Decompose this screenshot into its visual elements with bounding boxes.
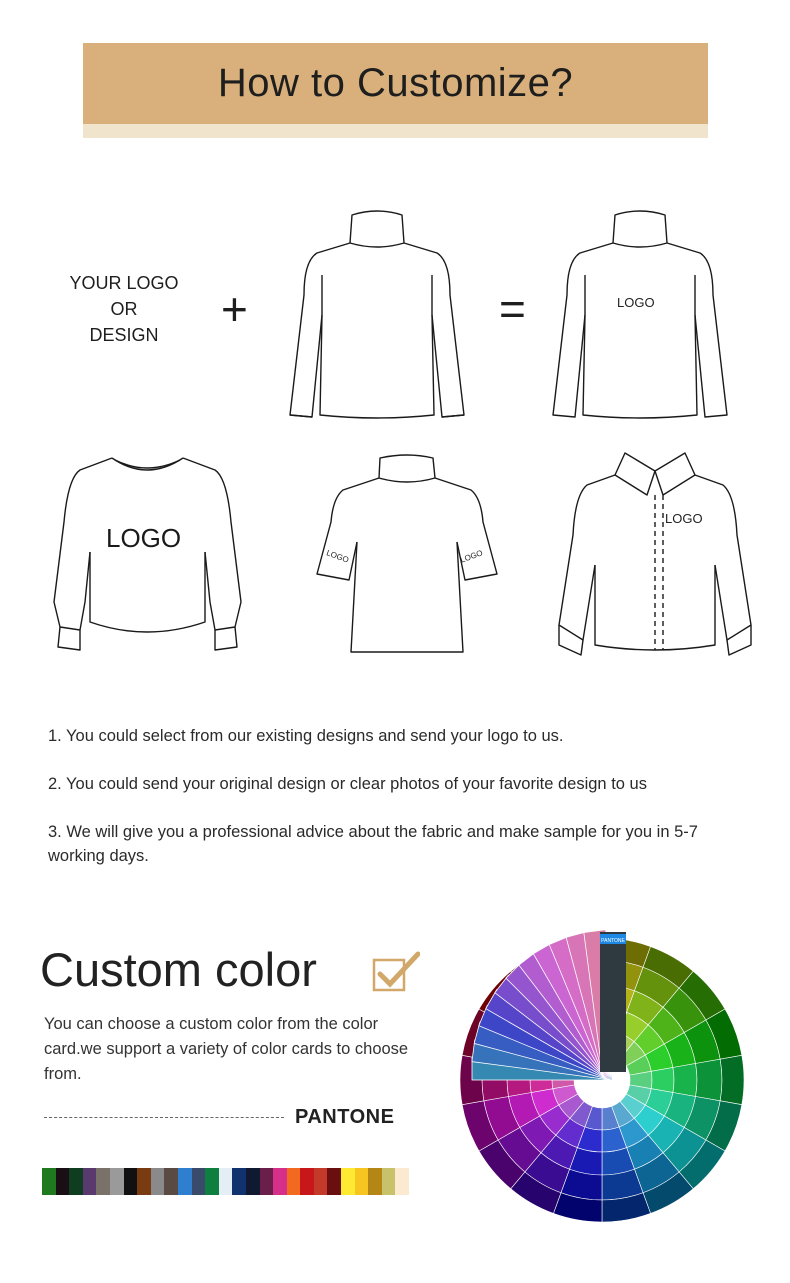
color-swatch (300, 1168, 314, 1195)
color-swatch (151, 1168, 165, 1195)
your-logo-line-3: DESIGN (89, 325, 159, 345)
color-swatch (246, 1168, 260, 1195)
color-swatch (69, 1168, 83, 1195)
color-swatch (164, 1168, 178, 1195)
wheel-segment (673, 1064, 697, 1097)
color-swatch (137, 1168, 151, 1195)
color-swatch (273, 1168, 287, 1195)
color-swatch (232, 1168, 246, 1195)
color-swatch (341, 1168, 355, 1195)
color-swatch-strip (42, 1168, 409, 1195)
pantone-divider (44, 1117, 284, 1118)
color-swatch (219, 1168, 233, 1195)
color-swatch (287, 1168, 301, 1195)
color-swatch (83, 1168, 97, 1195)
color-swatch (96, 1168, 110, 1195)
color-wheel (452, 930, 752, 1225)
page-title: How to Customize? (217, 61, 574, 105)
sweatshirt-sketch (50, 452, 245, 657)
pantone-fan-deck (472, 930, 626, 1080)
your-logo-line-1: YOUR LOGO (69, 273, 179, 293)
color-swatch (124, 1168, 138, 1195)
button-shirt-sketch (555, 445, 755, 660)
pantone-deck-cover (600, 932, 626, 1072)
color-swatch (110, 1168, 124, 1195)
color-swatch (327, 1168, 341, 1195)
custom-color-description: You can choose a custom color from the color card.we support a variety of color cards to choose from. (44, 1015, 409, 1083)
result-logo-text: LOGO (617, 295, 655, 310)
your-logo-line-2: OR (110, 299, 138, 319)
custom-color-title: Custom color (40, 943, 317, 996)
color-swatch (56, 1168, 70, 1195)
your-logo-label (50, 270, 198, 348)
checkbox-check-icon (372, 950, 420, 992)
color-swatch (395, 1168, 409, 1195)
turtleneck-logo-sketch (545, 205, 735, 425)
color-swatch (355, 1168, 369, 1195)
step-1: 1. You could select from our existing designs and send your logo to us. (48, 727, 564, 745)
color-swatch (368, 1168, 382, 1195)
banner-underlay (83, 124, 708, 138)
color-swatch (260, 1168, 274, 1195)
header-banner (83, 43, 708, 124)
color-swatch (178, 1168, 192, 1195)
color-swatch (192, 1168, 206, 1195)
wheel-segment (720, 1055, 744, 1104)
plus-sign: + (221, 283, 248, 335)
left-sleeve-logo: LOGO (325, 548, 350, 565)
equals-sign: = (499, 283, 526, 335)
pantone-deck-label: PANTONE (601, 938, 625, 944)
color-swatch (42, 1168, 56, 1195)
step-3: 3. We will give you a professional advice about the fabric and make sample for you in 5-7 working days. (48, 823, 698, 865)
wheel-segment (651, 1067, 674, 1092)
shirt-logo-text: LOGO (665, 511, 703, 526)
step-2: 2. You could send your original design or clear photos of your favorite design to us (48, 775, 647, 793)
pantone-label: PANTONE (295, 1106, 395, 1128)
sweatshirt-logo-text: LOGO (106, 523, 182, 553)
wheel-segment (696, 1059, 722, 1101)
color-swatch (382, 1168, 396, 1195)
color-swatch (205, 1168, 219, 1195)
right-sleeve-logo: LOGO (459, 548, 484, 565)
turtleneck-blank-sketch (282, 205, 472, 425)
color-swatch (314, 1168, 328, 1195)
